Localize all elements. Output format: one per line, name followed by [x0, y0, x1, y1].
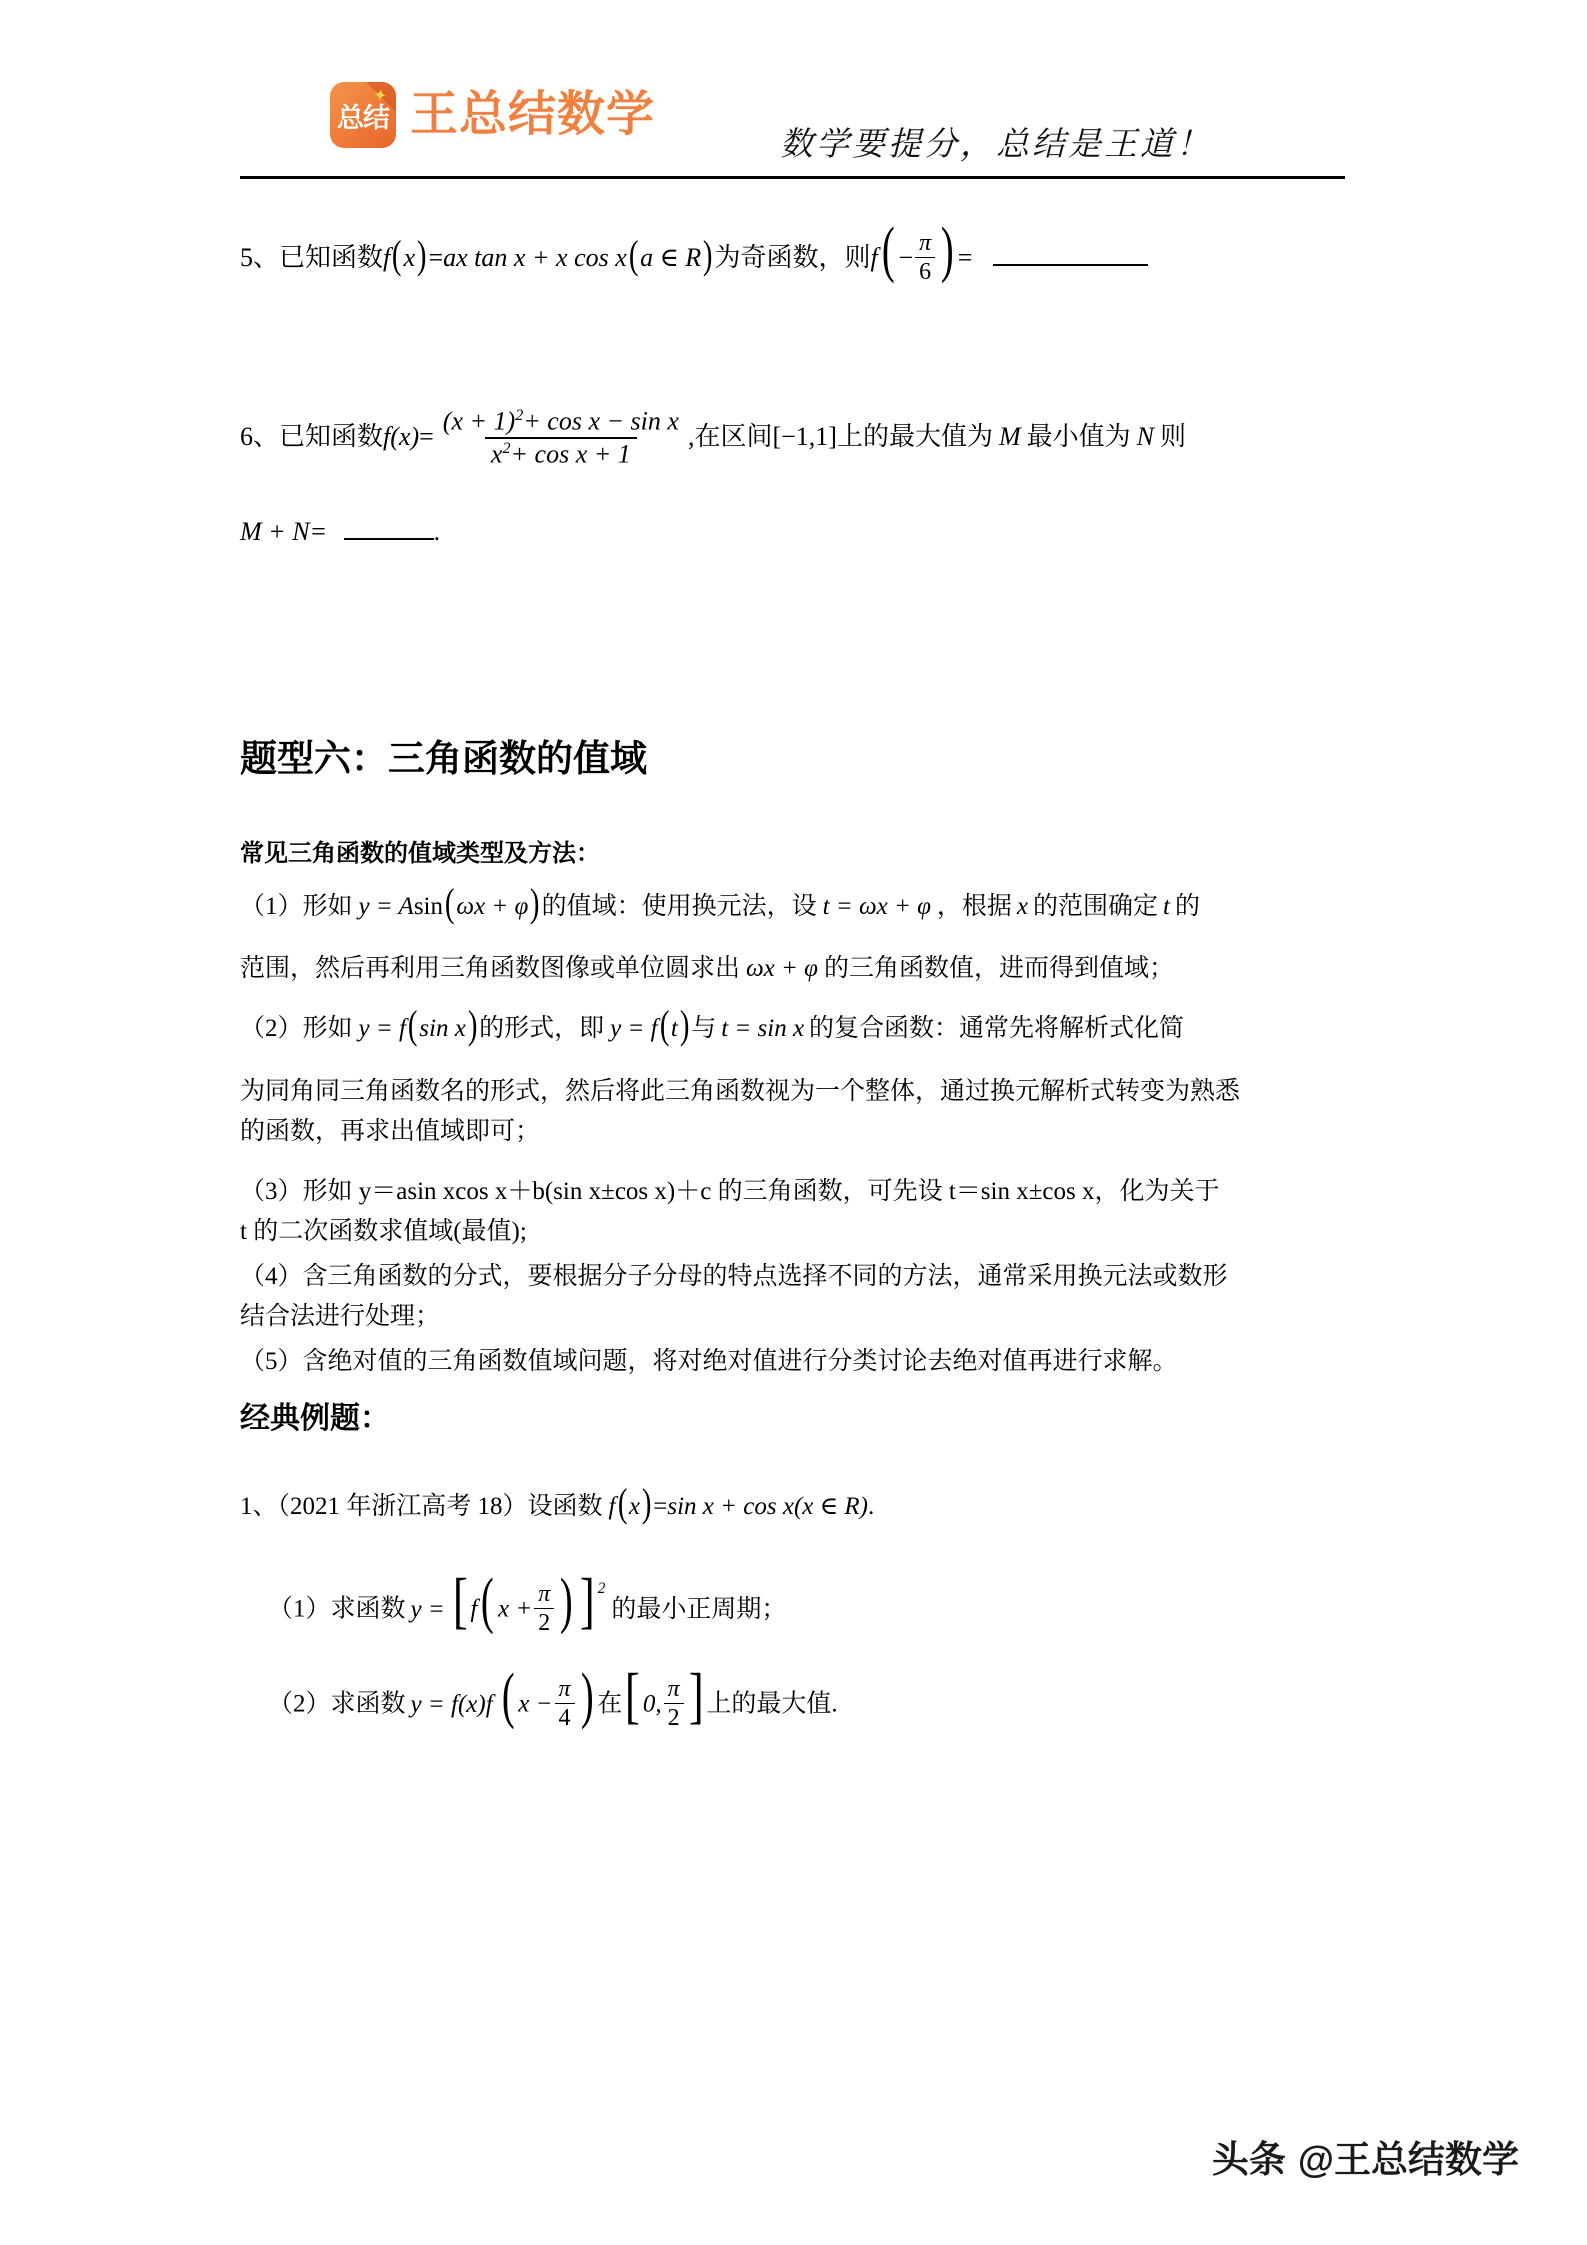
- example-1-part-1-text-b: 的最小正周期；: [611, 1595, 787, 1623]
- method-2-t: t = sin x: [721, 1015, 805, 1042]
- methods-heading: 常见三角函数的值域类型及方法：: [240, 841, 600, 867]
- example-1-part-2-y: y = f(x)f: [410, 1690, 493, 1718]
- question-6-numerator: (x + 1): [442, 406, 516, 436]
- method-1-t: t = ωx + φ: [822, 893, 931, 920]
- method-1-line2-a: 范围，然后再利用三角函数图像或单位圆求出: [240, 955, 741, 982]
- question-5-eval-fn: f: [870, 242, 878, 272]
- examples-heading: 经典例题：: [240, 1402, 390, 1435]
- example-1-part-2-fraction: [555, 1676, 575, 1732]
- question-6-interval: [−1,1]: [772, 422, 837, 452]
- example-1-part-2-range-numerator: π: [667, 1676, 680, 1702]
- example-1-part-1-inner-fn: f: [470, 1595, 478, 1623]
- method-1-sin: sin: [413, 893, 444, 920]
- method-3-text: 形如 y＝asin xcos x＋b(sin x±cos x)＋c 的三角函数，可先设 t＝sin x±cos x，化为关于: [302, 1178, 1220, 1205]
- question-6-tail4: 则: [1159, 422, 1186, 452]
- question-5-lead: 已知函数: [279, 242, 384, 272]
- question-6-min-var: N: [1136, 422, 1154, 452]
- section-heading: 题型六：三角函数的值域: [240, 738, 647, 779]
- example-1-part-1-fraction: [534, 1581, 554, 1637]
- method-1-arg: ωx + φ: [456, 893, 529, 920]
- method-1-y: y = A: [358, 893, 414, 920]
- question-6-number: 6、: [240, 422, 280, 452]
- method-2-line-3: 的函数，再求出值域即可；: [240, 1118, 541, 1145]
- brand-lockup: [330, 82, 655, 148]
- method-2-label: （2）: [240, 1015, 303, 1042]
- method-2-arg2: t: [670, 1015, 678, 1042]
- method-5-line-1: [240, 1348, 1178, 1376]
- example-1-part-2-text-b: 上的最大值.: [706, 1690, 838, 1718]
- example-1-fn-arg: x: [628, 1493, 640, 1520]
- method-2-line-1: （2）形如 y = f(sin x)的形式，即 y = f(t)与 t = sin x 的复合函数：通常先将解析式化简: [240, 1002, 1185, 1047]
- method-1-t2: t: [1163, 893, 1170, 920]
- question-6-denominator-rest: + cos x + 1: [510, 439, 631, 469]
- method-1-line-2: [240, 955, 1174, 983]
- question-6-fraction: [437, 407, 685, 470]
- question-6-result: [240, 518, 440, 547]
- brand-logo-icon: [330, 82, 396, 148]
- example-1-part-1-exponent: 2: [597, 1580, 606, 1598]
- question-5-eval-fraction: [915, 230, 935, 286]
- method-1-line1-e: 的: [1175, 893, 1201, 920]
- example-1-source: （2021 年浙江高考 18）: [277, 1493, 528, 1520]
- question-5-number: 5、: [240, 242, 280, 272]
- example-1-part-2-denominator: 4: [555, 1703, 575, 1731]
- example-1-expr: sin x + cos x: [667, 1493, 794, 1520]
- question-6-tail3: 最小值为: [1026, 422, 1131, 452]
- brand-name: 王总结数学: [410, 88, 656, 141]
- method-4-label: （4）: [240, 1263, 303, 1290]
- question-5-eval-denominator: 6: [915, 257, 935, 285]
- example-1-part-2-range-denominator: 2: [664, 1703, 684, 1731]
- example-1-part-2-text-mid: 在: [597, 1690, 623, 1718]
- example-1-fn: f: [608, 1493, 616, 1520]
- method-1-line1-b: 的值域：使用换元法，设: [541, 893, 817, 920]
- method-2-arg: sin x: [419, 1015, 466, 1042]
- question-5-condition: a ∈ R: [640, 242, 702, 272]
- method-1-label: （1）: [240, 893, 303, 920]
- question-5-eval-eq: =: [957, 242, 973, 272]
- method-2-line-2: 为同角同三角函数名的形式，然后将此三角函数视为一个整体，通过换元解析式转变为熟悉: [240, 1078, 1241, 1105]
- question-6-numerator-exponent: 2: [515, 407, 524, 424]
- example-1-part-1-y: y =: [410, 1595, 445, 1623]
- question-6-result-expression: M + N=: [240, 517, 328, 546]
- question-5-eq: =: [428, 242, 444, 272]
- footer-handle: @王总结数学: [1297, 2139, 1519, 2180]
- example-1-part-1: （1）求函数 y = [ f( x + $\frac{\pi}{2}$ ) ] $^2$的最小正周期；: [268, 1566, 787, 1637]
- question-5-mid-text: 为奇函数，则: [714, 242, 871, 272]
- question-5: 5、已知函数f(x)=ax tan x + x cos x(a ∈ R)为奇函数，则f( − $\frac{\pi}{6}$ ) =: [240, 232, 1148, 288]
- method-2-line1-b: 的形式，即: [479, 1015, 605, 1042]
- example-1-part-1-inner-arg: x +: [498, 1595, 533, 1623]
- method-2-y: y = f: [358, 1015, 406, 1042]
- example-1-part-2-inner-arg: x −: [518, 1690, 553, 1718]
- method-2-y2: y = f: [610, 1015, 658, 1042]
- logo-badge-text: 总结: [337, 102, 389, 133]
- method-1-line1-a: 形如: [302, 893, 353, 920]
- question-5-fn: f: [383, 242, 391, 272]
- method-2-line1-a: 形如: [302, 1015, 353, 1042]
- example-1-part-2-range-start: 0,: [642, 1690, 662, 1718]
- question-6: [240, 408, 1186, 471]
- method-5-label: （5）: [240, 1348, 303, 1375]
- method-1-x: x: [1016, 893, 1029, 920]
- question-6-result-blank[interactable]: [344, 538, 434, 540]
- question-6-lead: 已知函数: [279, 422, 384, 452]
- question-6-denominator-exponent: 2: [502, 440, 511, 458]
- footer-platform: 头条: [1211, 2139, 1286, 2180]
- example-1-part-2-label: （2）: [268, 1690, 331, 1718]
- question-6-result-period: .: [433, 517, 441, 546]
- brand-tagline: 数学要提分，总结是王道！: [780, 127, 1212, 163]
- method-2-line1-d: 的复合函数：通常先将解析式化简: [809, 1015, 1185, 1042]
- example-1-eq: =: [653, 1493, 668, 1520]
- method-4-text: 含三角函数的分式，要根据分子分母的特点选择不同的方法，通常采用换元法或数形: [302, 1263, 1228, 1290]
- question-5-eval-minus: −: [898, 242, 914, 272]
- method-1-line1-d: 的范围确定: [1033, 893, 1159, 920]
- method-4-line-2: 结合法进行处理；: [240, 1303, 441, 1330]
- example-1-part-2-text-a: 求函数: [330, 1690, 406, 1718]
- question-6-numerator-rest: + cos x − sin x: [523, 406, 679, 436]
- method-2-line1-c: 与: [691, 1015, 717, 1042]
- method-3-line-2: t 的二次函数求值域(最值);: [240, 1218, 527, 1245]
- example-1-part-1-numerator: π: [538, 1581, 551, 1607]
- question-5-expr: ax tan x + x cos x: [443, 242, 627, 272]
- spark-icon: ✦: [371, 85, 389, 106]
- page-header: [240, 60, 1340, 170]
- example-1-part-2-range-fraction: [664, 1676, 684, 1732]
- example-1-period: .: [867, 1493, 875, 1520]
- method-1-line1-c: ，根据: [936, 893, 1012, 920]
- method-3-line-1: [240, 1178, 1220, 1206]
- question-6-tail: ,在区间: [687, 422, 773, 452]
- method-5-text: 含绝对值的三角函数值域问题，将对绝对值进行分类讨论去绝对值再进行求解。: [302, 1348, 1178, 1375]
- example-1-stem: 1、（2021 年浙江高考 18）设函数 f(x)=sin x + cos x(x ∈ R).: [240, 1480, 875, 1525]
- question-6-denominator: x: [490, 439, 503, 469]
- example-1-domain: (x ∈ R): [793, 1493, 868, 1520]
- method-1-line2-b: ωx + φ: [746, 955, 818, 982]
- example-1-part-1-text-a: 求函数: [330, 1595, 406, 1623]
- example-1-number: 1、: [240, 1493, 278, 1520]
- example-1-lead: 设函数: [527, 1493, 603, 1520]
- method-3-label: （3）: [240, 1178, 303, 1205]
- question-6-tail2: 上的最大值为: [836, 422, 993, 452]
- question-6-fn: f(x): [383, 422, 420, 452]
- page-footer: [1212, 2129, 1519, 2183]
- method-1-line-1: （1）形如 y = Asin(ωx + φ)的值域：使用换元法，设 t = ωx + φ ，根据 x 的范围确定 t 的: [240, 880, 1201, 925]
- question-5-eval-numerator: π: [919, 230, 932, 256]
- example-1-part-2-numerator: π: [558, 1676, 571, 1702]
- example-1-part-2: （2）求函数 y = f(x)f ( x − $\frac{\pi}{4}$ ) 在[ 0, $\frac{\pi}{2}$ ] 上的最大值.: [268, 1661, 838, 1732]
- question-5-answer-blank[interactable]: [993, 264, 1148, 266]
- example-1-part-1-label: （1）: [268, 1595, 331, 1623]
- question-5-fn-arg: x: [403, 242, 416, 272]
- method-4-line-1: [240, 1263, 1228, 1291]
- question-6-max-var: M: [998, 422, 1021, 452]
- question-6-eq: =: [419, 422, 434, 452]
- header-divider: [240, 176, 1345, 179]
- example-1-part-1-denominator: 2: [534, 1608, 554, 1636]
- method-1-line2-c: 的三角函数值，进而得到值域；: [823, 955, 1174, 982]
